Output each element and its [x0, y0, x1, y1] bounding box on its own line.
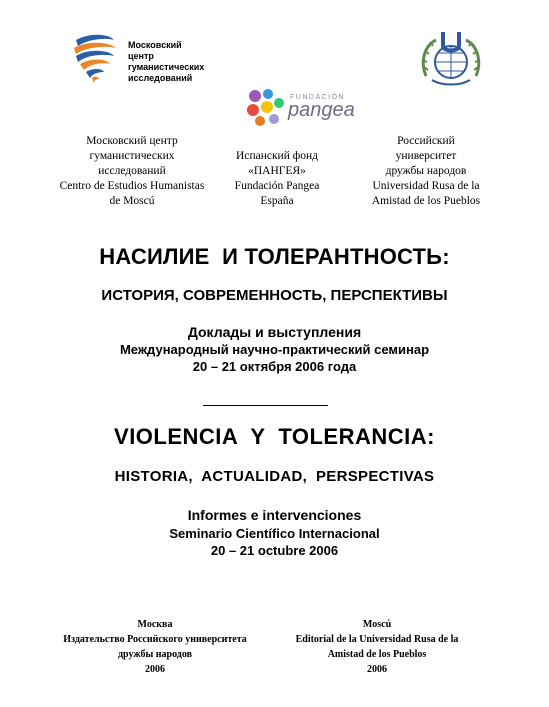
subtitle-russian: ИСТОРИЯ, СОВРЕМЕННОСТЬ, ПЕРСПЕКТИВЫ — [101, 287, 448, 304]
publisher-line: Издательство Российского университета — [63, 634, 247, 645]
mcgi-text-line: исследований — [128, 73, 193, 83]
partner-line: Московский центр — [86, 135, 178, 147]
publisher-line: Москва — [137, 619, 173, 630]
partner-line: «ПАНГЕЯ» — [248, 165, 306, 177]
spiral-globe-icon — [70, 32, 118, 84]
partner-line: дружбы народов — [385, 165, 467, 177]
publisher-line: 2006 — [367, 664, 387, 675]
publisher-russian — [30, 617, 280, 677]
mcgi-text-line: гуманистических — [128, 62, 205, 72]
publisher-spanish — [272, 617, 482, 677]
partner-rudn — [356, 134, 496, 209]
mcgi-text-line: Московский — [128, 40, 182, 50]
seminar-spanish: Seminario Científico Internacional — [169, 526, 380, 541]
pangea-big-text: pangea — [288, 99, 355, 121]
pangea-small-text: FUNDACIÓN — [290, 94, 346, 101]
partner-line: España — [260, 195, 294, 207]
pangea-logo — [246, 88, 356, 128]
publisher-line: Amistad de los Pueblos — [327, 649, 427, 660]
partner-line: Amistad de los Pueblos — [371, 195, 481, 207]
partner-line: гуманистических — [89, 150, 175, 162]
partner-line: Universidad Rusa de la — [372, 180, 480, 192]
subtitle-spanish: HISTORIA, ACTUALIDAD, PERSPECTIVAS — [114, 468, 435, 485]
partner-line: Российский — [397, 135, 455, 147]
date-russian: 20 – 21 октября 2006 года — [192, 359, 357, 374]
title-russian: НАСИЛИЕ И ТОЛЕРАНТНОСТЬ: — [99, 244, 450, 269]
partner-line: университет — [395, 150, 457, 162]
kind-spanish: Informes e intervenciones — [187, 507, 362, 523]
partner-pangea — [222, 149, 332, 209]
mcgi-logo-text — [128, 40, 248, 84]
partner-line: Centro de Estudios Humanistas — [59, 180, 205, 192]
divider-line — [203, 405, 328, 406]
seminar-russian: Международный научно-практический семинар — [119, 342, 430, 357]
mcgi-text-line: центр — [128, 51, 154, 61]
partner-line: Испанский фонд — [236, 150, 318, 162]
title-spanish: VIOLENCIA Y TOLERANCIA: — [114, 424, 435, 449]
university-emblem-icon — [418, 26, 484, 86]
partner-line: de Moscú — [109, 195, 155, 207]
partner-mcgi — [48, 134, 216, 209]
partner-line: Fundación Pangea — [234, 180, 320, 192]
publisher-line: Moscú — [362, 619, 392, 630]
date-spanish: 20 – 21 octubre 2006 — [210, 543, 339, 558]
kind-russian: Доклады и выступления — [187, 324, 362, 340]
publisher-line: дружбы народов — [117, 649, 193, 660]
partner-line: исследований — [98, 165, 166, 177]
publisher-line: 2006 — [145, 664, 165, 675]
publisher-line: Editorial de la Universidad Rusa de la — [295, 634, 459, 645]
pangea-dots-icon — [246, 88, 286, 128]
